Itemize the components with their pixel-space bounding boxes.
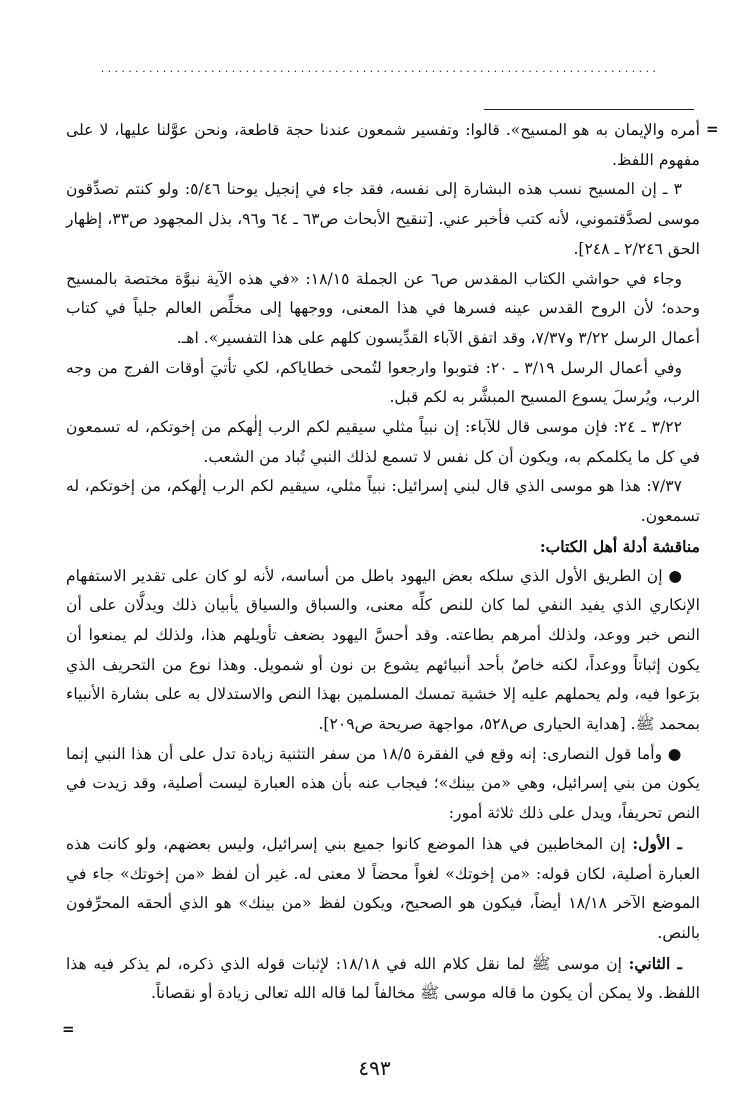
point-label-first: ـ الأول: <box>632 833 682 853</box>
header-dotted-line: ................................................................................. <box>100 62 660 75</box>
paragraph-second-point <box>66 949 700 1009</box>
point-text-second: إن موسى ﷺ لما نقل كلام الله في ١٨/١٨: لإثبات قوله الذي ذكره، لم يذكر فيه هذا اللفظ. ولا يمكن أن يكون ما قاله موسى ﷺ مخالفاً لما قاله الله تعالى زيادة أو نقصاناً. <box>66 954 700 1003</box>
paragraph-acts-3-22: ٣/٢٢ ـ ٢٤: فإن موسى قال للآباء: إن نبياً مثلي سيقيم لكم الرب إلٰهكم من إخوتكم، له تسمعون في كل ما يكلمكم به، ويكون أن كل نفس لا تسمع لذلك النبي تُباد من الشعب. <box>66 418 700 466</box>
footnote-body <box>66 116 700 1009</box>
continuation-mark-top: = <box>706 120 719 138</box>
paragraph-gospel-john: ٣ ـ إن المسيح نسب هذه البشارة إلى نفسه، فقد جاء في إنجيل يوحنا ٥/٤٦: ولو كنتم تصدِّقون موسى لصدَّقتموني، لأنه كتب فأخبر عني. [تنقيح الأبحاث ص٦٣ ـ ٦٤ و٩٦، بذل المجهود ص٣٣، إظهار الحق ٢/٢٤٦ ـ ٢٤٨]. <box>66 180 701 258</box>
paragraph-acts-7-37: ٧/٣٧: هذا هو موسى الذي قال لبني إسرائيل: نبياً مثلي، سيقيم لكم الرب إلٰهكم، من إخوتكم، له تسمعون. <box>66 477 700 526</box>
footnote-separator-rule <box>484 109 694 110</box>
paragraph-christians-claim: ● وأما قول النصارى: إنه وقع في الفقرة ١٨/٥ من سفر التثنية زيادة تدل على أن هذا النبي إنما يكون من بني إسرائيل، وهي «من بينك»؛ فيجاب عنه بأن هذه العبارة ليست أصلية، وقد زيدت في النص تحريفاً، ويدل على ذلك ثلاثة أمور: <box>66 744 700 823</box>
point-label-second: ـ الثاني: <box>628 953 682 973</box>
point-text-first: إن المخاطبين في هذا الموضع كانوا جميع بني إسرائيل، وليس بعضهم، ولو كانت هذه العبارة أصلية، لكان قوله: «من إخوتك» لغواً محضاً لا معنى له. غير أن لفظ «من إخوتك» جاء في الموضع الآخر ١٨/١٨ أيضاً، فيكون هو الصحيح، ويكون لفظ «من بينك» هو الذي ألحقه المحرِّفون بالنص. <box>66 834 701 942</box>
paragraph-bible-margins: وجاء في حواشي الكتاب المقدس ص٦ عن الجملة ١٨/١٥: «في هذه الآية نبوَّة مختصة بالمسيح وحده؛ لأن الروح القدس عينه فسرها في هذا المعنى، ووجهها إلى مخلِّص العالم جلياً في كتاب أعمال الرسل ٣/٢٢ و٧/٣٧، وقد اتفق الآباء القدِّيسون كلهم على هذا التفسير». اهـ. <box>66 269 700 347</box>
paragraph-first-point <box>66 829 700 949</box>
paragraph-first-way: ● إن الطريق الأول الذي سلكه بعض اليهود باطل من أساسه، لأنه لو كان على تقدير الاستفهام الإنكاري الذي يفيد النفي لما كان للنص كلِّه معنى، والسباق والسياق يأبيان ذلك ويدلَّان على أن النص خبر ووعد، ولذلك أمرهم بطاعته. وقد أحسَّ اليهود بضعف تأويلهم هذا، ولذلك لم يمنعوا أن يكون إثباتاً ووعداً، لكنه خاصٌ بأحد أنبيائهم يشوع بن نون أو شمويل. وهذا نوع من التحريف الذي برَعوا فيه، ولم يحملهم عليه إلا خشية تمسك المسلمين بهذا النص والاستدلال به على بشارة الأنبياء بمحمد ﷺ. [هداية الحيارى ص٥٢٨، مواجهة صريحة ص٢٠٩]. <box>66 566 700 734</box>
section-heading: مناقشة أدلة أهل الكتاب: <box>539 536 700 556</box>
paragraph-continued: أمره والإيمان به هو المسيح». قالوا: وتفسير شمعون عندنا حجة قاطعة، ونحن عوَّلنا عليها، لا على مفهوم اللفظ. <box>66 121 700 169</box>
page-number: ٤٩٣ <box>358 1056 391 1080</box>
continuation-mark-bottom: = <box>62 1020 75 1038</box>
paragraph-acts-3-19: وفي أعمال الرسل ٣/١٩ ـ ٢٠: فتوبوا وارجعوا لتُمحى خطاياكم، لكي تأتيَ أوقات الفرج من وجه الرب، ويُرسلَ يسوع المسيح المبشَّر به لكم قبل. <box>66 358 700 407</box>
